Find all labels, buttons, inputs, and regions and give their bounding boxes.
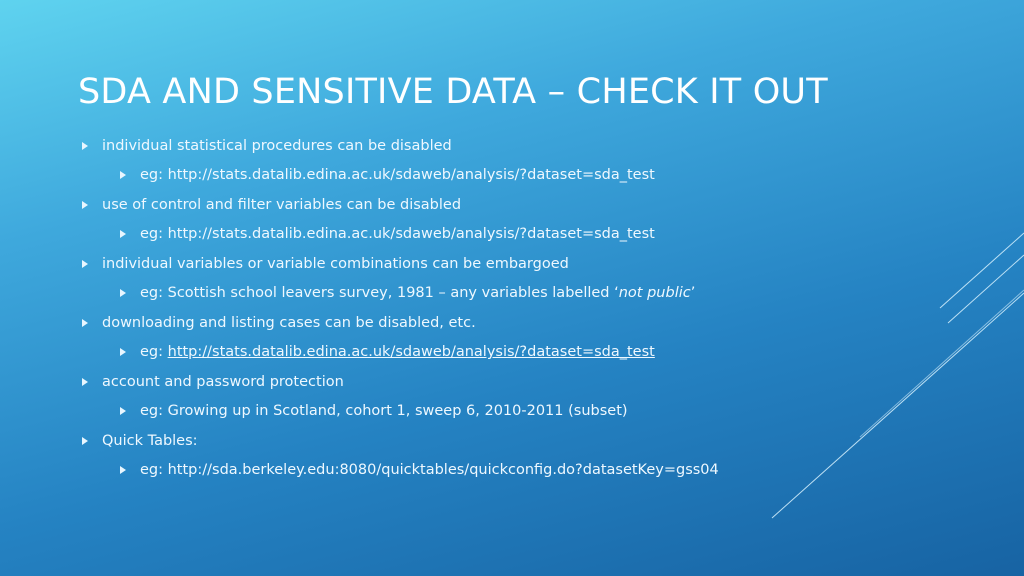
bullet-item (82, 431, 198, 451)
sub-bullet-item (120, 342, 655, 362)
slide-title: SDA AND SENSITIVE DATA – CHECK IT OUT (78, 72, 828, 112)
bullet-arrow-icon (120, 230, 126, 238)
bullet-arrow-icon (82, 201, 88, 209)
bullet-arrow-icon (120, 171, 126, 179)
bullet-arrow-icon (120, 407, 126, 415)
bullet-arrow-icon (82, 260, 88, 268)
bullet-arrow-icon (120, 289, 126, 297)
bullet-arrow-icon (82, 437, 88, 445)
bullet-arrow-icon (82, 378, 88, 386)
bullet-text-prefix: eg: (140, 344, 168, 360)
bullet-text (140, 285, 695, 301)
sub-bullet-item (120, 165, 655, 185)
bullet-item (82, 254, 569, 274)
bullet-text: eg: http://stats.datalib.edina.ac.uk/sdaweb/analysis/?dataset=sda_test (140, 226, 655, 242)
bullet-item (82, 136, 452, 156)
bullet-arrow-icon (82, 319, 88, 327)
sub-bullet-item (120, 224, 655, 244)
sda-test-link[interactable]: http://stats.datalib.edina.ac.uk/sdaweb/analysis/?dataset=sda_test (167, 344, 655, 360)
bullet-text-after: ’ (690, 285, 696, 301)
sub-bullet-item (120, 283, 695, 303)
bullet-text: use of control and filter variables can be disabled (102, 197, 462, 213)
bullet-text: account and password protection (102, 374, 344, 390)
bullet-text-italic: not public (618, 285, 691, 301)
bullet-arrow-icon (120, 348, 126, 356)
bullet-item (82, 372, 344, 392)
bullet-text: Quick Tables: (102, 433, 198, 449)
bullet-arrow-icon (82, 142, 88, 150)
bullet-text: individual variables or variable combinations can be embargoed (102, 256, 569, 272)
bullet-text: eg: http://stats.datalib.edina.ac.uk/sdaweb/analysis/?dataset=sda_test (140, 167, 655, 183)
bullet-text (140, 344, 655, 360)
bullet-text: downloading and listing cases can be disabled, etc. (102, 315, 476, 331)
bullet-text: individual statistical procedures can be disabled (102, 138, 452, 154)
bullet-text: eg: Growing up in Scotland, cohort 1, sweep 6, 2010-2011 (subset) (140, 403, 628, 419)
sub-bullet-item (120, 401, 628, 421)
sub-bullet-item (120, 460, 719, 480)
bullet-text-before: eg: Scottish school leavers survey, 1981 – any variables labelled ‘ (140, 285, 619, 301)
bullet-arrow-icon (120, 466, 126, 474)
bullet-item (82, 195, 461, 215)
bullet-text: eg: http://sda.berkeley.edu:8080/quicktables/quickconfig.do?datasetKey=gss04 (140, 462, 719, 478)
bullet-item (82, 313, 476, 333)
